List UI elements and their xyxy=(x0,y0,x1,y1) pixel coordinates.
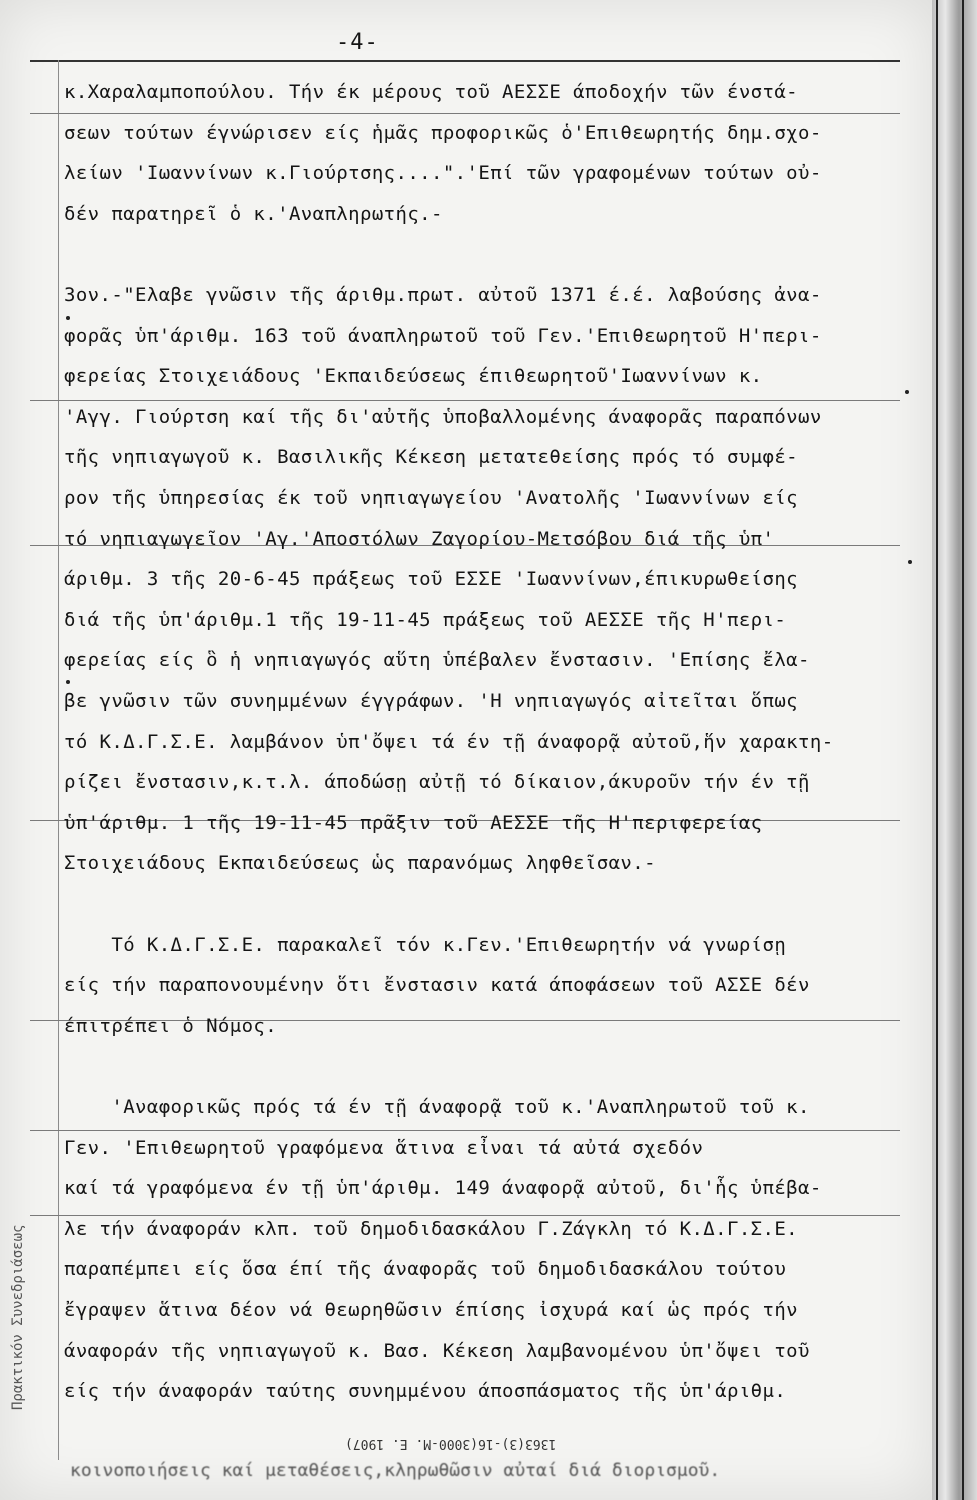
faint-row-rule xyxy=(30,1130,900,1131)
bleed-through-text: κοινοποιήσεις καί μεταθέσεις,κληρωθῶσιν αὐταί διά διορισμοῦ. xyxy=(70,1460,721,1481)
text-line: σεων τούτων έγνώρισεν είς ἡμᾶς προφορικῶς ὁ'Επιθεωρητής δημ.σχο- xyxy=(64,121,822,144)
ink-speck xyxy=(66,316,70,320)
text-line: τό νηπιαγωγεῖον 'Αγ.'Αποστόλων Ζαγορίου-Μετσόβου διά τῆς ὑπ' xyxy=(64,527,775,550)
text-line: τῆς νηπιαγωγοῦ κ. Βασιλικῆς Κέκεση μετατεθείσης πρός τό συμφέ- xyxy=(64,446,799,469)
binding-rule xyxy=(962,0,964,1500)
text-line: είς τήν παραπονουμένην ὅτι ἔνστασιν κατά άποφάσεων τοῦ ΑΣΣΕ δέν xyxy=(64,974,810,997)
text-line: 3ον.-"Ελαβε γνῶσιν τῆς άριθμ.πρωτ. αὐτοῦ 1371 έ.έ. λαβούσης ἀνα- xyxy=(64,284,822,306)
text-line: φερείας Στοιχειάδους 'Εκπαιδεύσεως έπιθεωρητοῦ'Ιωαννίνων κ. xyxy=(64,365,763,388)
text-line: 'Αναφορικῶς πρός τά έν τῇ άναφορᾷ τοῦ κ.'Αναπληρωτοῦ τοῦ κ. xyxy=(64,1096,810,1118)
text-line: διά τῆς ὑπ'άριθμ.1 τῆς 19-11-45 πράξεως τοῦ ΑΕΣΣΕ τῆς Η'περι- xyxy=(64,608,787,631)
text-line: τό Κ.Δ.Γ.Σ.Ε. λαμβάνον ὑπ'ὄψει τά έν τῇ άναφορᾷ αὐτοῦ,ἥν χαρακτη- xyxy=(64,730,834,753)
ink-speck xyxy=(66,680,70,684)
binding-rule xyxy=(936,0,938,1500)
text-line: παραπέμπει είς ὅσα έπί τῆς άναφορᾶς τοῦ δημοδιδασκάλου τούτου xyxy=(64,1258,787,1281)
text-line: άναφοράν τῆς νηπιαγωγοῦ κ. Βασ. Κέκεση λαμβανομένου ὑπ'ὄψει τοῦ xyxy=(64,1339,810,1362)
text-line: Τό Κ.Δ.Γ.Σ.Ε. παρακαλεῖ τόν κ.Γεν.'Επιθεωρητήν νά γνωρίσῃ xyxy=(64,933,787,956)
text-line: είς τήν άναφοράν ταύτης συνημμένου άποσπάσματος τῆς ὑπ'άριθμ. xyxy=(64,1380,787,1403)
text-line: καί τά γραφόμενα έν τῇ ὑπ'άριθμ. 149 άναφορᾷ αὐτοῦ, δι'ἧς ὑπέβα- xyxy=(64,1177,822,1200)
faint-row-rule xyxy=(30,113,900,114)
text-line: ἔγραψεν ἅτινα δέον νά θεωρηθῶσιν έπίσης ἰσχυρά καί ὡς πρός τήν xyxy=(64,1299,799,1321)
mirrored-print-footer: 1363(3)-16(3000-M. E. 1907) xyxy=(345,1436,557,1451)
text-line: φορᾶς ὑπ'άριθμ. 163 τοῦ άναπληρωτοῦ τοῦ Γεν.'Επιθεωρητοῦ Η'περι- xyxy=(64,324,822,347)
text-line: έπιτρέπει ὁ Νόμος. xyxy=(64,1014,278,1037)
text-line: ὑπ'άριθμ. 1 τῆς 19-11-45 πρᾶξιν τοῦ ΑΕΣΣΕ τῆς Η'περιφερείας xyxy=(64,811,763,834)
margin-stamp: Πρακτικόν Συνεδριάσεως xyxy=(10,1224,26,1410)
header-rule xyxy=(30,60,900,62)
binding-edge xyxy=(932,0,977,1500)
text-line: δέν παρατηρεῖ ὁ κ.'Αναπληρωτής.- xyxy=(64,202,443,225)
text-line: κ.Χαραλαμποπούλου. Τήν έκ μέρους τοῦ ΑΕΣΣΕ άποδοχήν τῶν ένστά- xyxy=(64,81,799,103)
text-line: άριθμ. 3 τῆς 20-6-45 πράξεως τοῦ ΕΣΣΕ 'Ιωαννίνων,έπικυρωθείσης xyxy=(64,568,799,591)
left-margin-rule xyxy=(58,60,59,1460)
faint-row-rule xyxy=(30,400,900,401)
ink-speck xyxy=(905,390,909,394)
text-line: βε γνῶσιν τῶν συνημμένων έγγράφων. 'Η νηπιαγωγός αἰτεῖται ὅπως xyxy=(64,690,799,712)
text-line: 'Αγγ. Γιούρτση καί τῆς δι'αὐτῆς ὑποβαλλομένης άναφορᾶς παραπόνων xyxy=(64,405,822,428)
text-line: λείων 'Ιωαννίνων κ.Γιούρτσης....".'Επί τῶν γραφομένων τούτων οὐ- xyxy=(64,162,822,185)
page-number: -4- xyxy=(336,30,379,55)
text-line: Γεν. 'Επιθεωρητοῦ γραφόμενα ἅτινα εἶναι τά αὐτά σχεδόν xyxy=(64,1136,704,1159)
text-line: ρίζει ἔνστασιν,κ.τ.λ. άποδώσῃ αὐτῇ τό δίκαιον,άκυροῦν τήν έν τῇ xyxy=(64,771,810,794)
ink-speck xyxy=(908,560,912,564)
text-line: λε τήν άναφοράν κλπ. τοῦ δημοδιδασκάλου Γ.Ζάγκλη τό Κ.Δ.Γ.Σ.Ε. xyxy=(64,1217,799,1240)
text-line: Στοιχειάδους Εκπαιδεύσεως ὡς παρανόμως ληφθεῖσαν.- xyxy=(64,852,656,875)
text-line: ρον τῆς ὑπηρεσίας έκ τοῦ νηπιαγωγείου 'Ανατολῆς 'Ιωαννίνων είς xyxy=(64,487,799,509)
text-line: φερείας είς ὃ ἡ νηπιαγωγός αὕτη ὑπέβαλεν ἔνστασιν. 'Επίσης ἔλα- xyxy=(64,649,810,672)
